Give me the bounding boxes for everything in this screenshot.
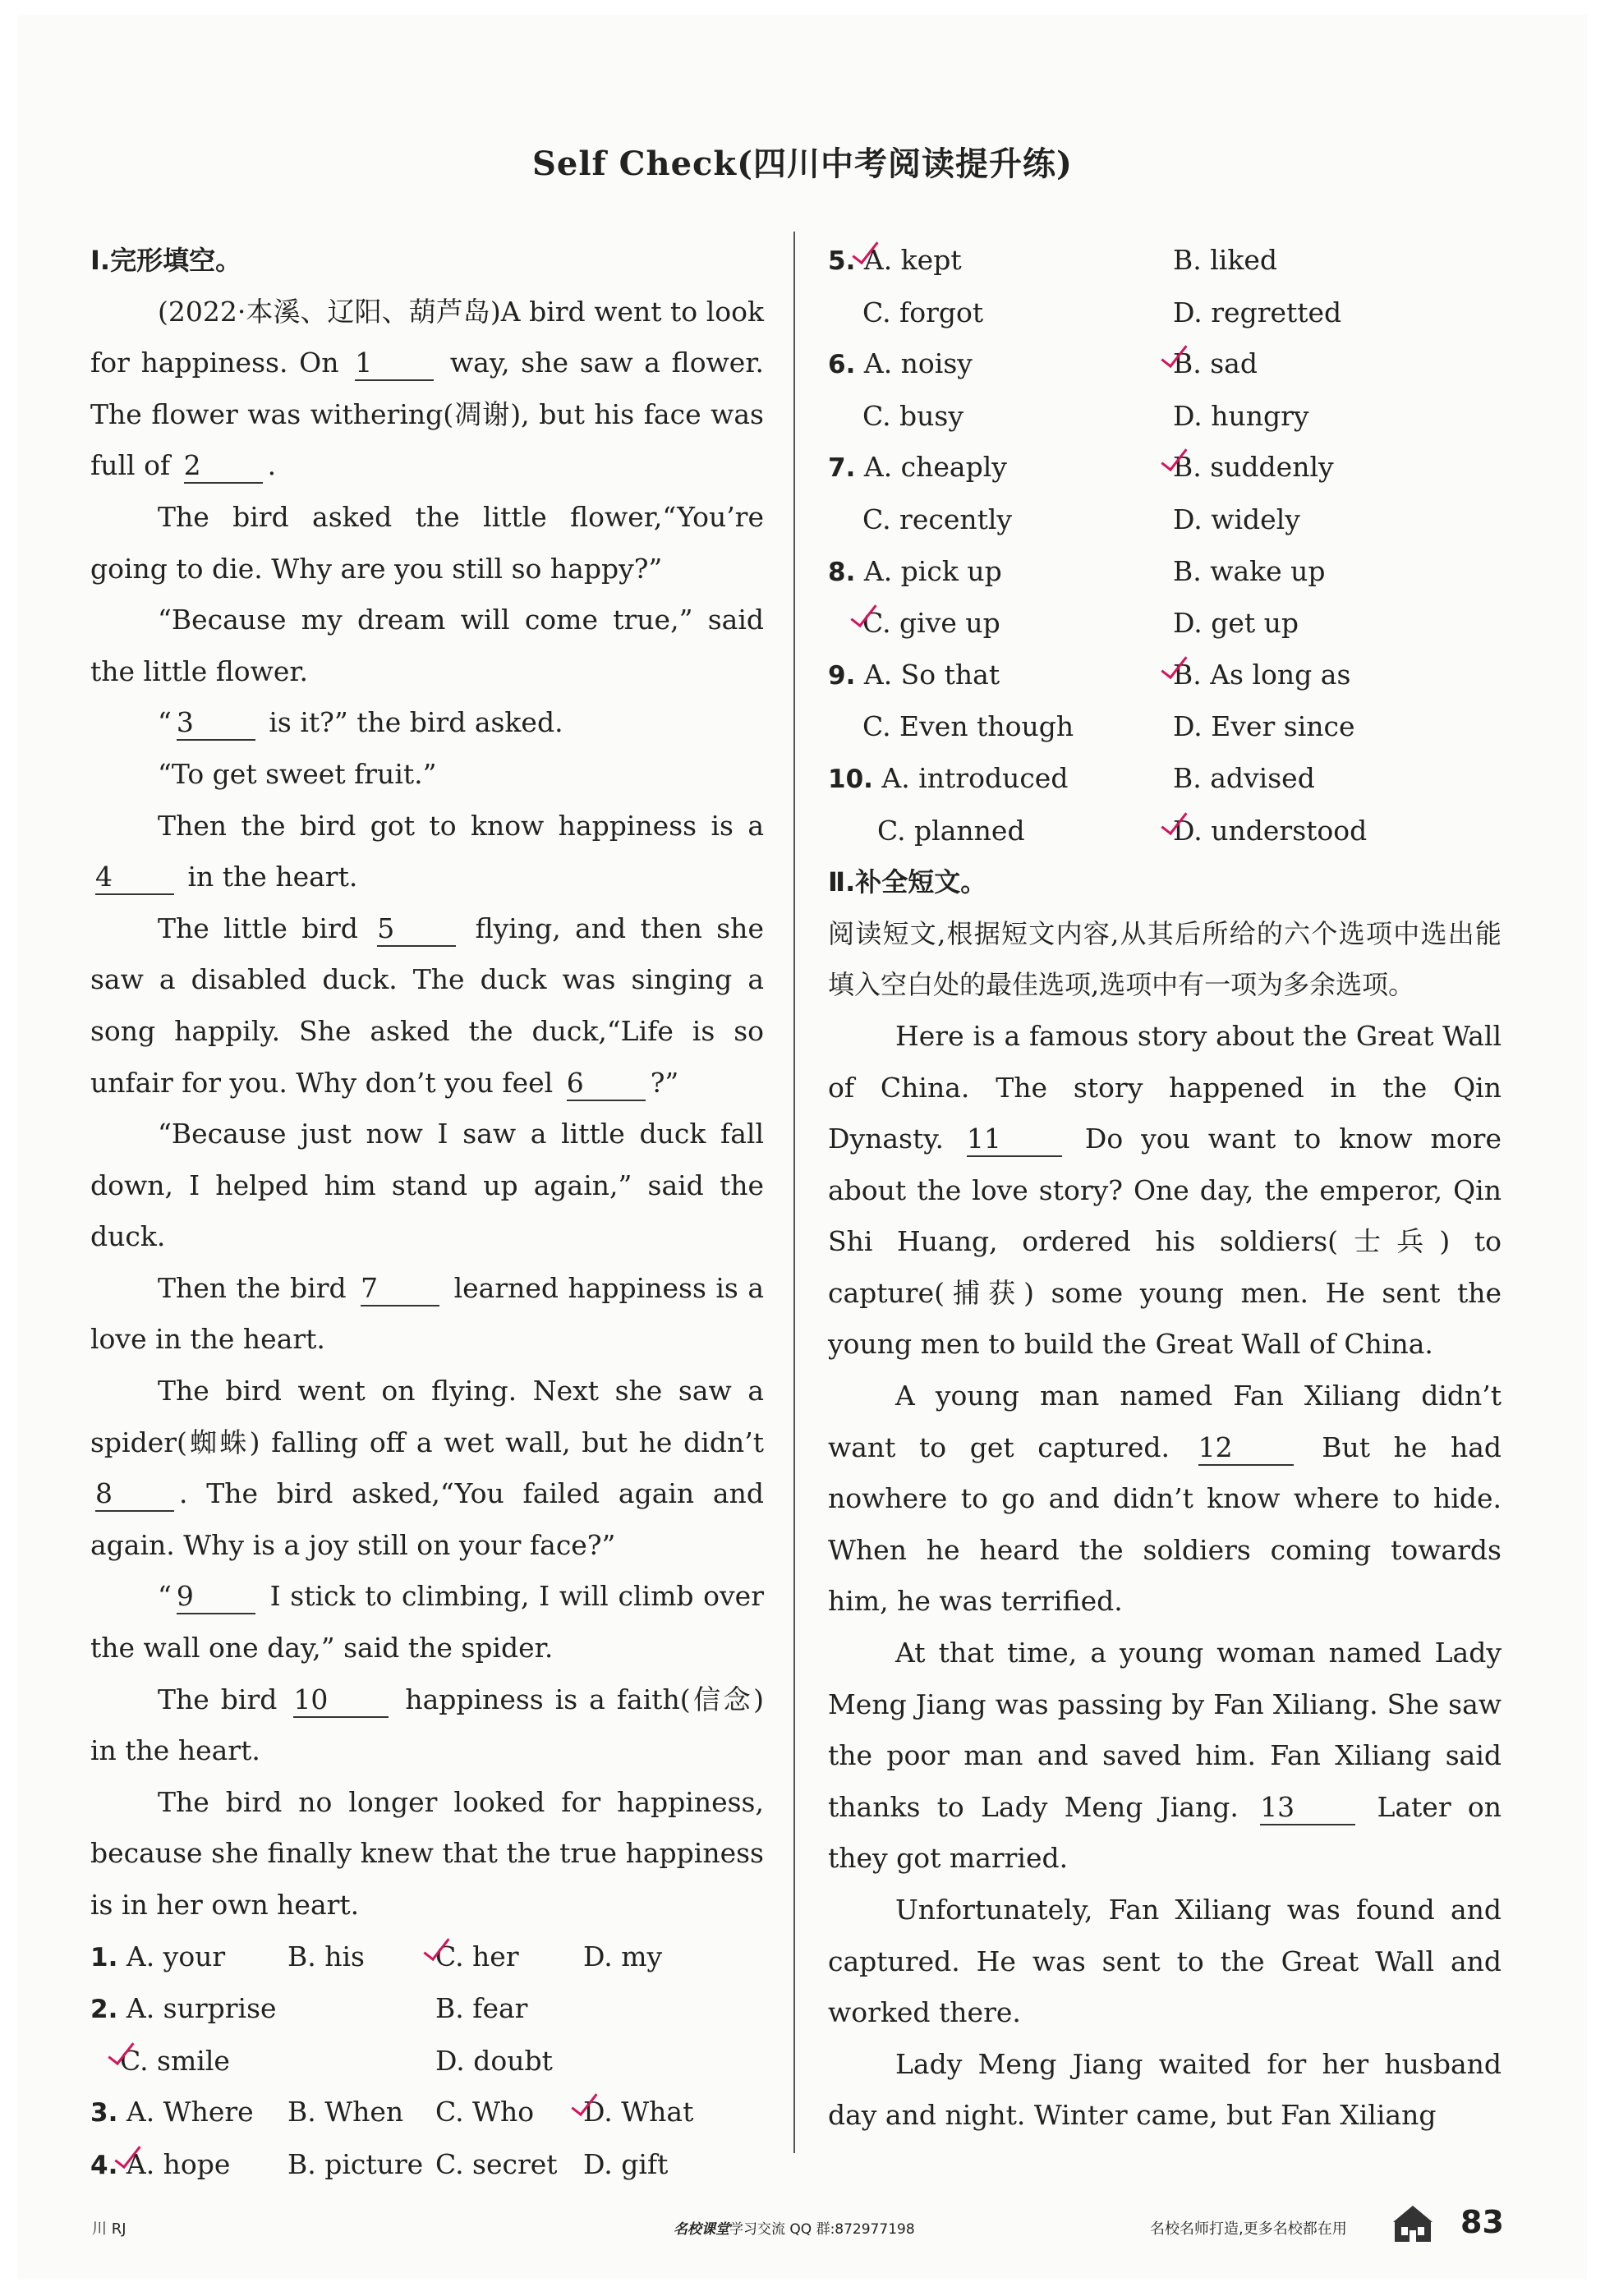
question-10-options-cont (828, 806, 1502, 857)
cloze-paragraph: The bird 10 happiness is a faith(信念) in the heart. (90, 1683, 764, 1767)
section-heading-cloze: Ⅰ.完形填空。 (90, 245, 242, 276)
option-a[interactable]: A. kept (863, 244, 962, 276)
section-heading-passage: Ⅱ.补全短文。 (828, 866, 987, 898)
cloze-paragraph: (2022·本溪、辽阳、葫芦岛)A bird went to look for happiness. On 1 way, she saw a flower. The flower was withering(凋谢), but his face was full of 2 . (90, 287, 764, 492)
footer-group-info: 名校课堂学习交流 QQ 群:872977198 (674, 2221, 915, 2238)
right-column (828, 235, 1502, 2142)
blank-11[interactable]: 11 (967, 1123, 1062, 1157)
question-1-options: 1. A. your B. his C. her D. my (90, 1931, 764, 1984)
cloze-paragraph: “ 9 I stick to climbing, I will climb over the wall one day,” said the spider. (90, 1580, 764, 1665)
cloze-paragraph: The bird asked the little flower,“You’re going to die. Why are you still so happy?” (90, 500, 764, 585)
option-d[interactable]: D. doubt (435, 2044, 553, 2077)
question-7-options: 7. A. cheaply B. suddenly (828, 451, 1334, 484)
footer-slogan: 名校名师打造,更多名校都在用 (1150, 2220, 1347, 2238)
option-c[interactable]: C. Who (435, 2096, 535, 2128)
cloze-paragraph: The bird went on flying. Next she saw a spider(蜘蛛) falling off a wet wall, but he didn’t 8 . The bird asked,“You failed again and again. Why is a joy still on your face?” (90, 1375, 764, 1561)
blank-1[interactable]: 1 (355, 347, 434, 381)
passage-paragraph: Unfortunately, Fan Xiliang was found and captured. He was sent to the Great Wall and worked there. (828, 1894, 1502, 2029)
blank-5[interactable]: 5 (377, 912, 456, 947)
option-a[interactable]: A. surprise (126, 1992, 277, 2025)
option-b[interactable]: B. picture (287, 2147, 424, 2180)
option-d[interactable]: D. widely (1173, 503, 1300, 535)
option-d[interactable]: D. regretted (1173, 296, 1342, 328)
question-3-options: 3. A. Where B. When C. Who D. What (90, 2087, 764, 2139)
option-b[interactable]: B. suddenly (1173, 451, 1334, 484)
option-a[interactable]: A. noisy (863, 347, 973, 380)
question-9-options-cont (828, 701, 1502, 753)
question-6-options: 6. A. noisy B. sad (828, 347, 1258, 380)
blank-3[interactable]: 3 (177, 706, 255, 741)
question-8-options: 8. A. pick up B. wake up (828, 546, 1502, 599)
option-a[interactable]: A. cheaply (863, 451, 1007, 484)
question-4-options: 4. A. hope B. picture C. secret D. gift (90, 2139, 764, 2192)
instructions: 阅读短文,根据短文内容,从其后所给的六个选项中选出能填入空白处的最佳选项,选项中有一项为多余选项。 (828, 917, 1502, 1001)
option-b[interactable]: B. liked (1173, 244, 1277, 276)
blank-6[interactable]: 6 (567, 1067, 646, 1101)
blank-7[interactable]: 7 (361, 1272, 439, 1306)
left-column (90, 235, 764, 2192)
option-d[interactable]: D. hungry (1173, 399, 1309, 432)
cloze-paragraph: Then the bird got to know happiness is a 4 in the heart. (90, 801, 764, 903)
option-b[interactable]: B. When (287, 2096, 404, 2128)
page-footer (0, 2201, 1605, 2250)
option-c[interactable]: C. give up (862, 607, 1000, 640)
option-a[interactable]: A. pick up (863, 554, 1002, 587)
option-a[interactable]: A. So that (863, 658, 1000, 691)
option-d[interactable]: D. What (583, 2096, 694, 2128)
option-c[interactable]: C. planned (877, 814, 1025, 847)
option-c[interactable]: C. Even though (862, 710, 1074, 743)
option-a[interactable]: A. your (126, 1940, 226, 1972)
question-6-options-cont (828, 391, 1502, 443)
passage-paragraph: Lady Meng Jiang waited for her husband day and night. Winter came, but Fan Xiliang (828, 2047, 1502, 2132)
option-a[interactable]: A. introduced (881, 761, 1069, 794)
school-logo-icon (1390, 2201, 1436, 2247)
page-title: Self Check(四川中考阅读提升练) (532, 145, 1073, 183)
option-b[interactable]: B. As long as (1173, 658, 1351, 691)
blank-4[interactable]: 4 (95, 861, 174, 895)
cloze-paragraph: “To get sweet fruit.” (158, 757, 437, 790)
footer-edition: 川 RJ (92, 2220, 126, 2238)
option-c[interactable]: C. secret (435, 2147, 558, 2180)
question-10-options: 10. A. introduced B. advised (828, 753, 1502, 806)
question-7-options-cont (828, 494, 1502, 546)
question-8-options-cont (828, 598, 1502, 650)
blank-2[interactable]: 2 (184, 449, 263, 484)
option-a[interactable]: A. Where (126, 2096, 254, 2128)
cloze-paragraph: Then the bird 7 learned happiness is a love in the heart. (90, 1271, 764, 1356)
option-c[interactable]: C. recently (862, 503, 1013, 535)
option-b[interactable]: B. fear (435, 1992, 528, 2025)
passage-paragraph: A young man named Fan Xiliang didn’t want to get captured. 12 But he had nowhere to go and didn’t know where to hide. When he heard the soldiers coming towards him, he was terrified. (828, 1380, 1502, 1618)
source-note: (2022·本溪、辽阳、葫芦岛) (158, 295, 501, 328)
option-b[interactable]: B. wake up (1173, 554, 1326, 587)
option-c[interactable]: C. smile (120, 2044, 230, 2077)
option-b[interactable]: B. sad (1173, 347, 1258, 380)
blank-10[interactable]: 10 (293, 1683, 389, 1718)
passage-paragraph: At that time, a young woman named Lady Meng Jiang was passing by Fan Xiliang. She saw the poor man and saved him. Fan Xiliang said thanks to Lady Meng Jiang. 13 Later on they got married. (828, 1637, 1502, 1875)
option-b[interactable]: B. his (287, 1940, 365, 1972)
footer-brand: 名校课堂 (674, 2221, 729, 2238)
option-d[interactable]: D. Ever since (1173, 710, 1355, 743)
blank-13[interactable]: 13 (1260, 1791, 1355, 1825)
option-d[interactable]: D. get up (1173, 607, 1299, 640)
cloze-paragraph: “ 3 is it?” the bird asked. (90, 697, 764, 749)
cloze-paragraph: “Because my dream will come true,” said the little flower. (90, 604, 764, 687)
question-2-options-cont (90, 2036, 764, 2087)
question-5-options-cont (828, 287, 1502, 339)
passage-paragraph: Here is a famous story about the Great Wall of China. The story happened in the Qin Dynasty. 11 Do you want to know more about the love story? One day, the emperor, Qin Shi Huang, ordered his soldiers(士兵) to capture(捕获) some young men. He sent the young men to build the Great Wall of China. (828, 1019, 1502, 1361)
blank-12[interactable]: 12 (1198, 1431, 1294, 1466)
option-b[interactable]: B. advised (1173, 761, 1315, 794)
column-divider (793, 232, 795, 2153)
blank-9[interactable]: 9 (177, 1580, 255, 1614)
option-c[interactable]: C. forgot (862, 296, 984, 328)
option-d[interactable]: D. my (583, 1940, 663, 1972)
cloze-paragraph: “Because just now I saw a little duck fall down, I helped him stand up again,” said the duck. (90, 1118, 764, 1253)
option-d[interactable]: D. understood (1173, 814, 1368, 847)
cloze-paragraph: The bird no longer looked for happiness, because she finally knew that the true happiness is in her own heart. (90, 1785, 764, 1921)
option-d[interactable]: D. gift (583, 2147, 669, 2180)
option-c[interactable]: C. her (435, 1940, 519, 1972)
page-number: 83 (1460, 2204, 1504, 2240)
question-9-options: 9. A. So that B. As long as (828, 658, 1351, 691)
cloze-paragraph: The little bird 5 flying, and then she saw a disabled duck. The duck was singing a song happily. She asked the duck,“Life is so unfair for you. Why don’t you feel 6 ?” (90, 903, 764, 1109)
question-5-options: 5. A. kept B. liked (828, 235, 1502, 287)
option-a[interactable]: A. hope (126, 2147, 231, 2180)
option-c[interactable]: C. busy (862, 399, 964, 432)
blank-8[interactable]: 8 (95, 1477, 174, 1512)
question-2-options: 2. A. surprise B. fear (90, 1983, 764, 2036)
